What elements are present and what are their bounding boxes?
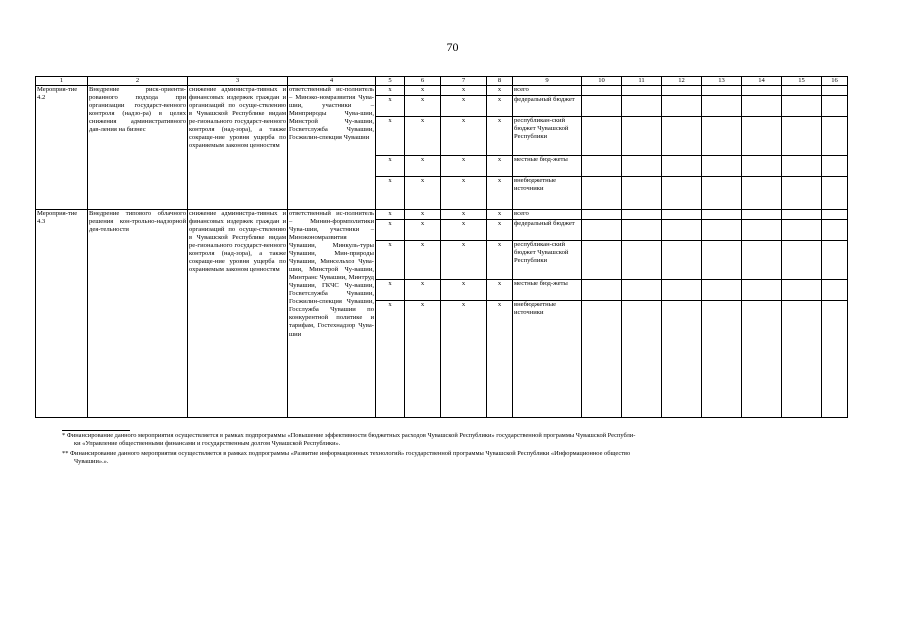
mark-cell: x (487, 117, 513, 156)
col-number: 12 (662, 77, 702, 86)
footnote-2 (62, 450, 852, 467)
mark-cell: x (405, 156, 441, 177)
footnote-1-continuation: ки «Управление общественными финансами и государственным долгом Чувашской Республики». (74, 440, 341, 448)
activity-description: Внедрение типового облачного решения кон-трольно-надзорной дея-тельности (88, 210, 188, 418)
col-number: 8 (487, 77, 513, 86)
mark-cell: x (441, 280, 487, 301)
funding-source: республикан-ский бюджет Чувашской Республики (513, 241, 582, 280)
table-row (36, 210, 848, 220)
mark-cell: x (405, 86, 441, 96)
activity-id: Мероприя-тие 4.2 (36, 86, 88, 210)
mark-cell: x (376, 280, 405, 301)
mark-cell: x (441, 156, 487, 177)
col-number: 3 (188, 77, 288, 86)
col-number: 7 (441, 77, 487, 86)
mark-cell: x (487, 96, 513, 117)
footnote-2-text: ** Финансирование данного мероприятия осуществляется в рамках подпрограммы «Развитие информационных технологий» государственной программы Чувашской Республики «Информационное общество (62, 450, 631, 457)
funding-source: внебюджетные источники (513, 177, 582, 210)
activity-result: снижение администра-тивных и финансовых издержек граждан и организаций по осуще-ствлению в Чувашской Республике видам ре-гионального государст-венного контроля (над-зора), а также сокраще-ние уровня ущерба по охраняемым законом ценностям (188, 210, 288, 418)
col-number: 14 (742, 77, 782, 86)
mark-cell: x (405, 280, 441, 301)
mark-cell: x (441, 301, 487, 418)
col-number: 11 (622, 77, 662, 86)
activity-executors: ответственный ис-полнитель – Минэко-номразвития Чува-шии, участники – Минприроды Чува-шии, Минстрой Чу-вашии, Госветслужба Чувашии, Госжилин-спекция Чувашии (288, 86, 376, 210)
mark-cell: x (376, 241, 405, 280)
mark-cell: x (405, 220, 441, 241)
col-number: 16 (822, 77, 848, 86)
mark-cell: x (376, 210, 405, 220)
mark-cell: x (405, 177, 441, 210)
funding-source: республикан-ский бюджет Чувашской Республики (513, 117, 582, 156)
activity-id: Мероприя-тие 4.3 (36, 210, 88, 418)
mark-cell: x (441, 210, 487, 220)
mark-cell: x (376, 156, 405, 177)
mark-cell: x (441, 117, 487, 156)
mark-cell: x (487, 177, 513, 210)
mark-cell: x (376, 96, 405, 117)
mark-cell: x (376, 117, 405, 156)
mark-cell: x (487, 210, 513, 220)
mark-cell: x (441, 86, 487, 96)
program-table (35, 76, 848, 418)
mark-cell: x (441, 177, 487, 210)
col-number: 2 (88, 77, 188, 86)
col-number: 4 (288, 77, 376, 86)
mark-cell: x (487, 301, 513, 418)
mark-cell: x (441, 96, 487, 117)
mark-cell: x (405, 117, 441, 156)
activity-result: снижение администра-тивных и финансовых издержек граждан и организаций по осуще-ствлению в Чувашской Республике видам ре-гионального государст-венного контроля (над-зора), а также сокраще-ние уровня ущерба по охраняемым законом ценностям (188, 86, 288, 210)
activity-executors: ответственный ис-полнитель – Минин-формполитики Чува-шии, участники – Минэкономразвития Чувашии, Минкуль-туры Чувашии, Мин-природы Чувашии, Минсельхоз Чува-шии, Минстрой Чу-вашии, Минтранс Чувашии, Минтруд Чувашии, ГКЧС Чу-вашии, Госветслужба Чувашии, Госжилин-спекция Чувашии, Госслужба Чувашии по конкурентной политике и тарифам, Гостехнадзор Чува-шии (288, 210, 376, 418)
funding-source: всего (513, 86, 582, 96)
mark-cell: x (487, 220, 513, 241)
col-number: 10 (582, 77, 622, 86)
col-number: 5 (376, 77, 405, 86)
mark-cell: x (376, 86, 405, 96)
footnote-separator (62, 430, 130, 431)
mark-cell: x (405, 301, 441, 418)
col-number: 1 (36, 77, 88, 86)
table-row (36, 86, 848, 96)
funding-source: внебюджетные источники (513, 301, 582, 418)
mark-cell: x (405, 96, 441, 117)
col-number: 6 (405, 77, 441, 86)
funding-source: местные бюд-жеты (513, 156, 582, 177)
col-number: 13 (702, 77, 742, 86)
footnote-2-continuation: Чувашии».». (74, 458, 109, 466)
column-number-row (36, 77, 848, 86)
mark-cell: x (441, 220, 487, 241)
mark-cell: x (487, 280, 513, 301)
mark-cell: x (487, 86, 513, 96)
mark-cell: x (405, 241, 441, 280)
activity-description: Внедрение риск-ориенти-рованного подхода при организации государст-венного контроля (надзо-ра) в целях снижения административного дав-ления на бизнес (88, 86, 188, 210)
col-number: 15 (782, 77, 822, 86)
footnote-1 (62, 432, 852, 449)
col-number: 9 (513, 77, 582, 86)
mark-cell: x (376, 220, 405, 241)
mark-cell: x (376, 177, 405, 210)
mark-cell: x (405, 210, 441, 220)
funding-source: федеральный бюджет (513, 96, 582, 117)
funding-source: всего (513, 210, 582, 220)
footnote-1-text: * Финансирование данного мероприятия осуществляется в рамках подпрограммы «Повышение эффективности бюджетных расходов Чувашской Республики» государственной программы Чувашской Республи- (62, 432, 636, 439)
funding-source: федеральный бюджет (513, 220, 582, 241)
mark-cell: x (487, 241, 513, 280)
funding-source: местные бюд-жеты (513, 280, 582, 301)
mark-cell: x (376, 301, 405, 418)
mark-cell: x (441, 241, 487, 280)
page-number: 70 (446, 40, 459, 54)
mark-cell: x (487, 156, 513, 177)
